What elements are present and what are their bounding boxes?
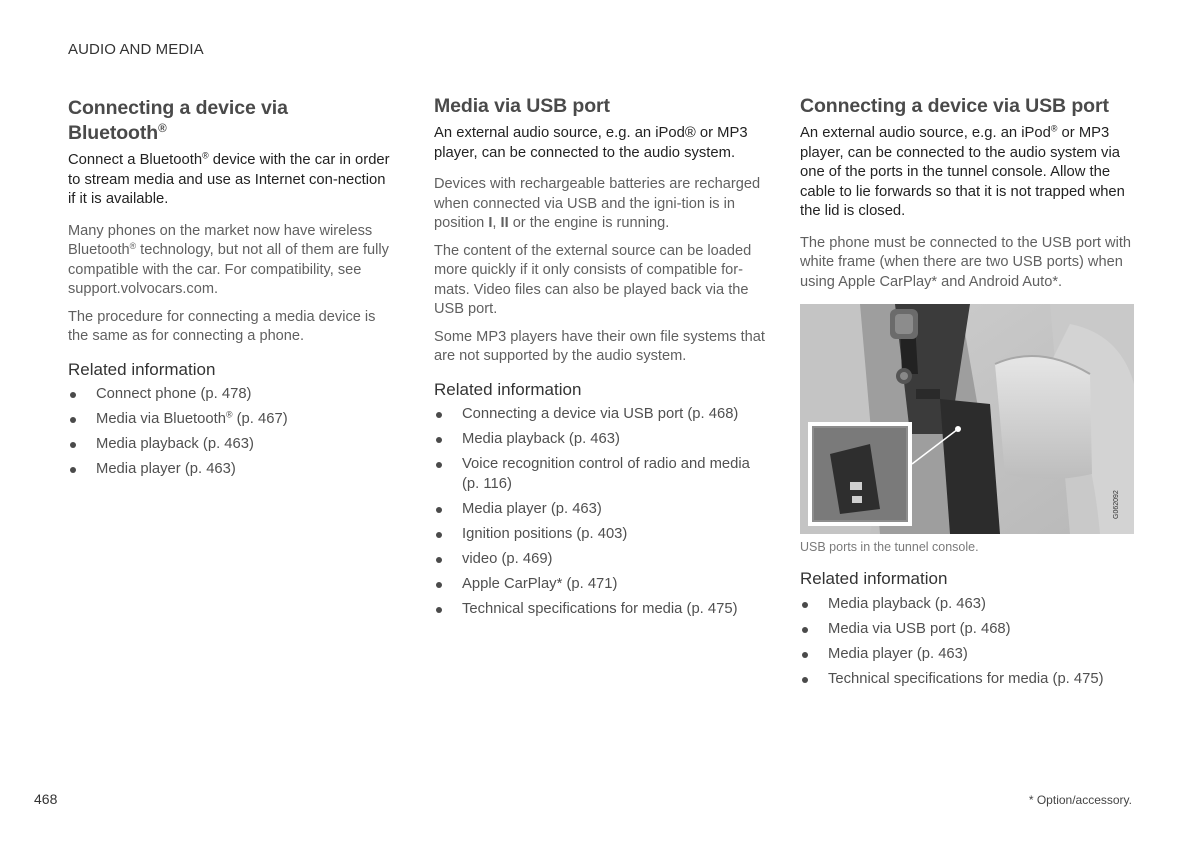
related-link[interactable] — [68, 460, 390, 480]
related-link[interactable] — [800, 645, 1135, 665]
text-run: Media player (p. 463) — [96, 461, 236, 477]
related-link[interactable] — [68, 435, 390, 455]
related-link[interactable] — [434, 575, 768, 595]
usb-media-title: Media via USB port — [434, 95, 610, 117]
text-run: I — [488, 215, 493, 231]
usb-connect-related-title: Related information — [800, 569, 948, 588]
usb-media-body — [434, 175, 768, 367]
text-run: or MP3 player, can be connected to the audio system via one of the ports in the tunnel console. Allow the cable to lie forwards so that it is not trapped when the lid is closed. — [800, 125, 1125, 219]
text-run: Media playback (p. 463) — [96, 436, 254, 452]
text-run: The content of the external source can be loaded more quickly if it only consists of compatible for-mats. Video files can also be played back via the USB port. — [434, 242, 752, 317]
related-link[interactable] — [434, 455, 768, 494]
figure-code: G062092 — [1113, 490, 1120, 519]
text-run: Media player (p. 463) — [462, 500, 602, 517]
text-run: II — [500, 215, 509, 231]
superscript: ® — [129, 240, 137, 251]
superscript: ® — [225, 409, 233, 420]
text-run: or the engine is running. — [508, 215, 670, 231]
text-run: technology, but not all of them are fully compatible with the car. For compatibility, see support.volvocars.com. — [68, 242, 389, 297]
bluetooth-title: Connecting a device via Bluetooth® — [68, 97, 288, 144]
text-run: Connect phone (p. 478) — [96, 386, 252, 402]
text-run: Media player (p. 463) — [828, 645, 968, 662]
superscript: ® — [202, 150, 209, 161]
usb-connect-column — [800, 94, 1135, 689]
related-link[interactable] — [68, 385, 390, 405]
text-run: Apple CarPlay* (p. 471) — [462, 575, 618, 592]
text-run: (p. 467) — [232, 411, 288, 427]
text-run: Some MP3 players have their own file systems that are not supported by the audio system. — [434, 328, 765, 364]
text-run: Technical specifications for media (p. 475) — [828, 670, 1104, 687]
text-run: Technical specifications for media (p. 475) — [462, 600, 738, 617]
text-run: device with the car in order to stream media and use as Internet con-nection if it is available. — [68, 152, 390, 207]
usb-media-related-title: Related information — [434, 379, 582, 399]
usb-media-intro — [434, 124, 768, 163]
page-number: 468 — [34, 791, 58, 807]
related-link[interactable] — [68, 410, 390, 430]
usb-media-related-list — [434, 405, 768, 619]
text-run: Devices with rechargeable batteries are recharged when connected via USB and the igni-tion is in position — [434, 176, 761, 231]
bluetooth-column — [68, 94, 390, 480]
text-run: An external audio source, e.g. an iPod® or MP3 player, can be connected to the audio system. — [434, 125, 748, 161]
bluetooth-body — [68, 222, 390, 347]
related-link[interactable] — [434, 525, 768, 545]
bluetooth-related-list — [68, 385, 390, 480]
body-paragraph — [434, 328, 768, 367]
usb-connect-title: Connecting a device via USB port — [800, 95, 1109, 117]
usb-connect-related-list — [800, 595, 1135, 690]
usb-connect-intro — [800, 124, 1135, 222]
bluetooth-intro — [68, 151, 390, 210]
tunnel-console-figure — [800, 304, 1135, 555]
tunnel-console-illustration — [800, 304, 1134, 534]
text-run: The phone must be connected to the USB port with white frame (when there are two USB ports) when using Apple CarPlay* and Android Auto*. — [800, 234, 1131, 290]
related-link[interactable] — [434, 405, 768, 425]
text-run: The procedure for connecting a media device is the same as for connecting a phone. — [68, 308, 376, 344]
usb-connect-body — [800, 234, 1135, 293]
body-paragraph — [800, 234, 1135, 293]
body-paragraph — [68, 308, 390, 347]
text-run: An external audio source, e.g. an iPod — [800, 125, 1051, 141]
body-paragraph — [434, 175, 768, 234]
body-paragraph — [434, 242, 768, 320]
superscript: ® — [1050, 123, 1058, 134]
text-run: Media via USB port (p. 468) — [828, 620, 1011, 637]
related-link[interactable] — [434, 500, 768, 520]
text-run: Many phones on the market now have wireless Bluetooth — [68, 222, 373, 258]
figure-caption: USB ports in the tunnel console. — [800, 540, 979, 554]
text-run: Media playback (p. 463) — [828, 595, 986, 612]
bluetooth-related-title: Related information — [68, 359, 216, 379]
related-link[interactable] — [800, 595, 1135, 615]
body-paragraph — [68, 222, 390, 300]
text-run: Media playback (p. 463) — [462, 431, 620, 447]
usb-media-column — [434, 94, 768, 619]
text-run: Connect a Bluetooth — [68, 152, 203, 168]
text-run: Connecting a device via USB port (p. 468) — [462, 406, 739, 422]
related-link[interactable] — [800, 670, 1135, 690]
footnote: * Option/accessory. — [1028, 793, 1132, 807]
section-header: AUDIO AND MEDIA — [68, 41, 204, 58]
related-link[interactable] — [434, 430, 768, 450]
text-run: video (p. 469) — [462, 550, 553, 567]
text-run: Media via Bluetooth — [96, 411, 226, 427]
text-run: , — [492, 215, 501, 231]
related-link[interactable] — [800, 620, 1135, 640]
related-link[interactable] — [434, 550, 768, 570]
related-link[interactable] — [434, 600, 768, 620]
text-run: Voice recognition control of radio and media (p. 116) — [462, 456, 750, 492]
text-run: Ignition positions (p. 403) — [462, 525, 628, 542]
